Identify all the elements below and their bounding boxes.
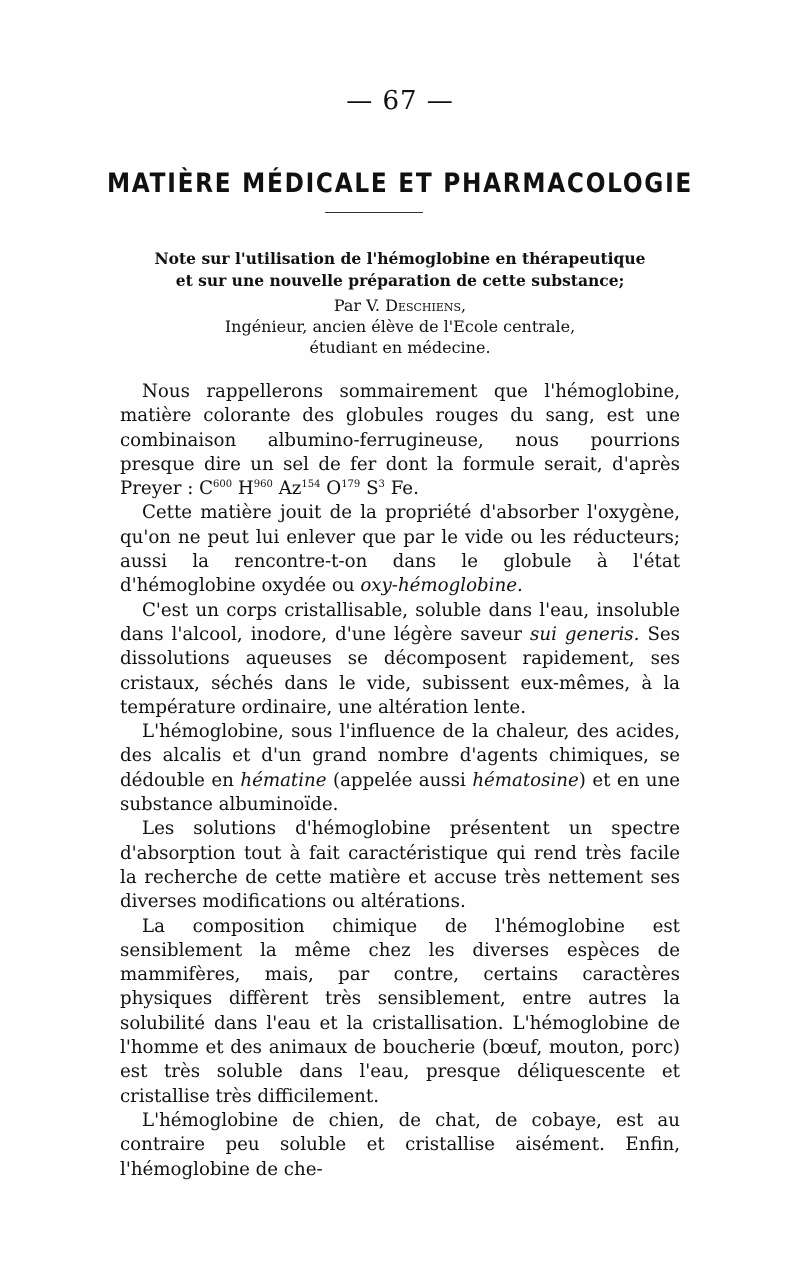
author-role-2: étudiant en médecine. (309, 338, 491, 357)
paragraph-2-text: Cette matière jouit de la propriété d'absorber l'oxygène, qu'on ne peut lui enlever que par le vide ou les réducteurs; aussi la rencontre-t-on dans le globule à l'état d'hémoglobine oxydée ou (120, 502, 680, 597)
paragraph-3-italic: sui generis. (530, 623, 640, 645)
paragraph-4-italic-2: hématosine (472, 769, 579, 791)
article-title (100, 248, 700, 292)
paragraph-3-text-b: Ses dissolutions aqueuses se décomposent rapidement, ses cristaux, séchés dans le vide, subissent eux-mêmes, à la température ordinaire, une altération lente. (120, 623, 681, 718)
paragraph-3 (120, 599, 680, 720)
title-divider (325, 212, 423, 213)
article-body (120, 380, 680, 1182)
formula-o: O (320, 478, 342, 500)
paragraph-7: L'hémoglobine de chien, de chat, de cobaye, est au contraire peu soluble et cristallise aisément. Enfin, l'hémoglobine de che- (120, 1109, 680, 1180)
page-number: — 67 — (346, 86, 454, 116)
paragraph-6: La composition chimique de l'hémoglobine est sensiblement la même chez les diverses espèces de mammifères, mais, par contre, certains caractères physiques diffèrent très sensiblement, entre autres la solubilité dans l'eau et la cristallisation. L'hémoglobine de l'homme et des animaux de boucherie (bœuf, mouton, porc) est très soluble dans l'eau, presque déliquescente et cristallise très difficilement. (120, 915, 680, 1107)
paragraph-4-italic-1: hématine (240, 769, 327, 791)
formula-fe: Fe. (384, 478, 419, 500)
author-line (100, 295, 700, 316)
formula-h: H (232, 478, 254, 500)
formula-h-sup: 960 (253, 479, 273, 491)
paragraph-1-text: Nous rappellerons sommairement que l'hémoglobine, matière colorante des globules rouges du sang, est une combinaison albumino-ferrugineuse, nous pourrions presque dire un sel de fer dont la formule serait, d'après Preyer : (120, 381, 680, 500)
paragraph-4 (120, 720, 680, 817)
section-title: MATIÈRE MÉDICALE ET PHARMACOLOGIE (106, 168, 694, 199)
article-title-line-1: Note sur l'utilisation de l'hémoglobine en thérapeutique (154, 249, 646, 268)
paragraph-2-italic: oxy-hémoglobine. (360, 575, 523, 597)
formula-s: S (360, 478, 379, 500)
author-role-1: Ingénieur, ancien élève de l'Ecole centrale, (224, 317, 576, 336)
formula-az: Az (272, 478, 302, 500)
paragraph-3-text-a: C'est un corps cristallisable, soluble dans l'eau, insoluble dans l'alcool, inodore, d'une légère saveur (120, 599, 680, 645)
author-name: Deschiens, (385, 296, 467, 315)
formula-c-sup: 600 (213, 479, 233, 491)
formula-c: C (199, 478, 214, 500)
chemical-formula (199, 478, 419, 499)
article-title-line-2: et sur une nouvelle préparation de cette substance; (175, 271, 625, 290)
paragraph-4-text-a: L'hémoglobine, sous l'influence de la chaleur, des acides, des alcalis et d'un grand nombre d'agents chimiques, se dédouble en (120, 721, 680, 791)
formula-az-sup: 154 (301, 479, 321, 491)
paragraph-1 (120, 380, 680, 501)
paragraph-2 (120, 501, 680, 598)
paragraph-5: Les solutions d'hémoglobine présentent un spectre d'absorption tout à fait caractéristique qui rend très facile la recherche de cette matière et accuse très nettement ses diverses modifications ou altérations. (120, 818, 680, 913)
author-prefix: Par V. (333, 296, 381, 315)
formula-o-sup: 179 (341, 479, 361, 491)
article-byline (100, 295, 700, 358)
formula-s-sup: 3 (378, 479, 385, 491)
paragraph-4-text-b: (appelée aussi (326, 769, 473, 791)
paragraph-4-text-c: ) et en une substance albuminoïde. (120, 769, 681, 816)
